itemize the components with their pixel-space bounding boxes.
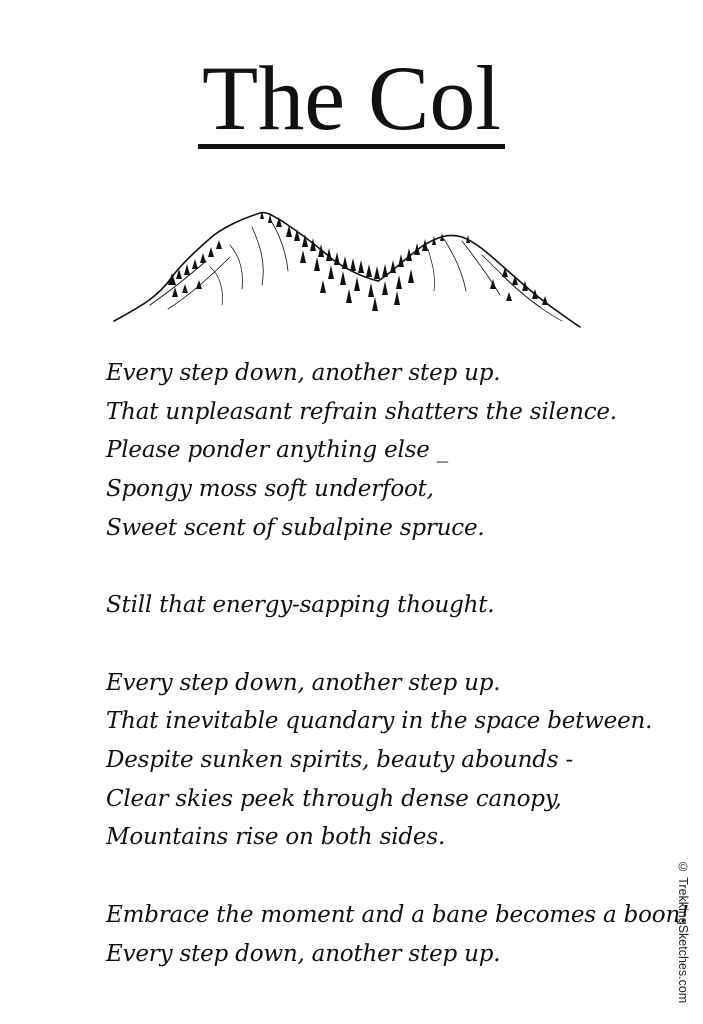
copyright-watermark: © TrekkingSketches.com xyxy=(676,860,690,1004)
poem-line: Despite sunken spirits, beauty abounds - xyxy=(106,747,574,773)
poem-line: Sweet scent of subalpine spruce. xyxy=(106,514,485,541)
poem-line: Spongy moss soft underfoot, xyxy=(106,476,434,503)
poem-stanza xyxy=(106,586,676,625)
poem-line: Every step down, another step up. xyxy=(106,669,501,696)
poem-line: Still that energy-sapping thought. xyxy=(106,592,495,619)
mountain-sketch-icon xyxy=(110,205,585,335)
poem-line: Every step down, another step up. xyxy=(106,940,501,967)
poem-stanza xyxy=(106,664,676,858)
poem-line: Clear skies peek through dense canopy, xyxy=(106,785,562,812)
poem-line: That inevitable quandary in the space between. xyxy=(106,708,653,735)
page-title xyxy=(0,48,703,149)
page-title-text: The Col xyxy=(198,52,505,149)
poem-line: Embrace the moment and a bane becomes a boon! xyxy=(106,901,690,928)
poem-stanza xyxy=(106,354,676,548)
poem-line: That unpleasant refrain shatters the silence. xyxy=(106,398,617,425)
poem-line: Mountains rise on both sides. xyxy=(106,824,446,851)
poem-line: Every step down, another step up. xyxy=(106,360,501,386)
poem-line: Please ponder anything else _ xyxy=(106,437,449,464)
